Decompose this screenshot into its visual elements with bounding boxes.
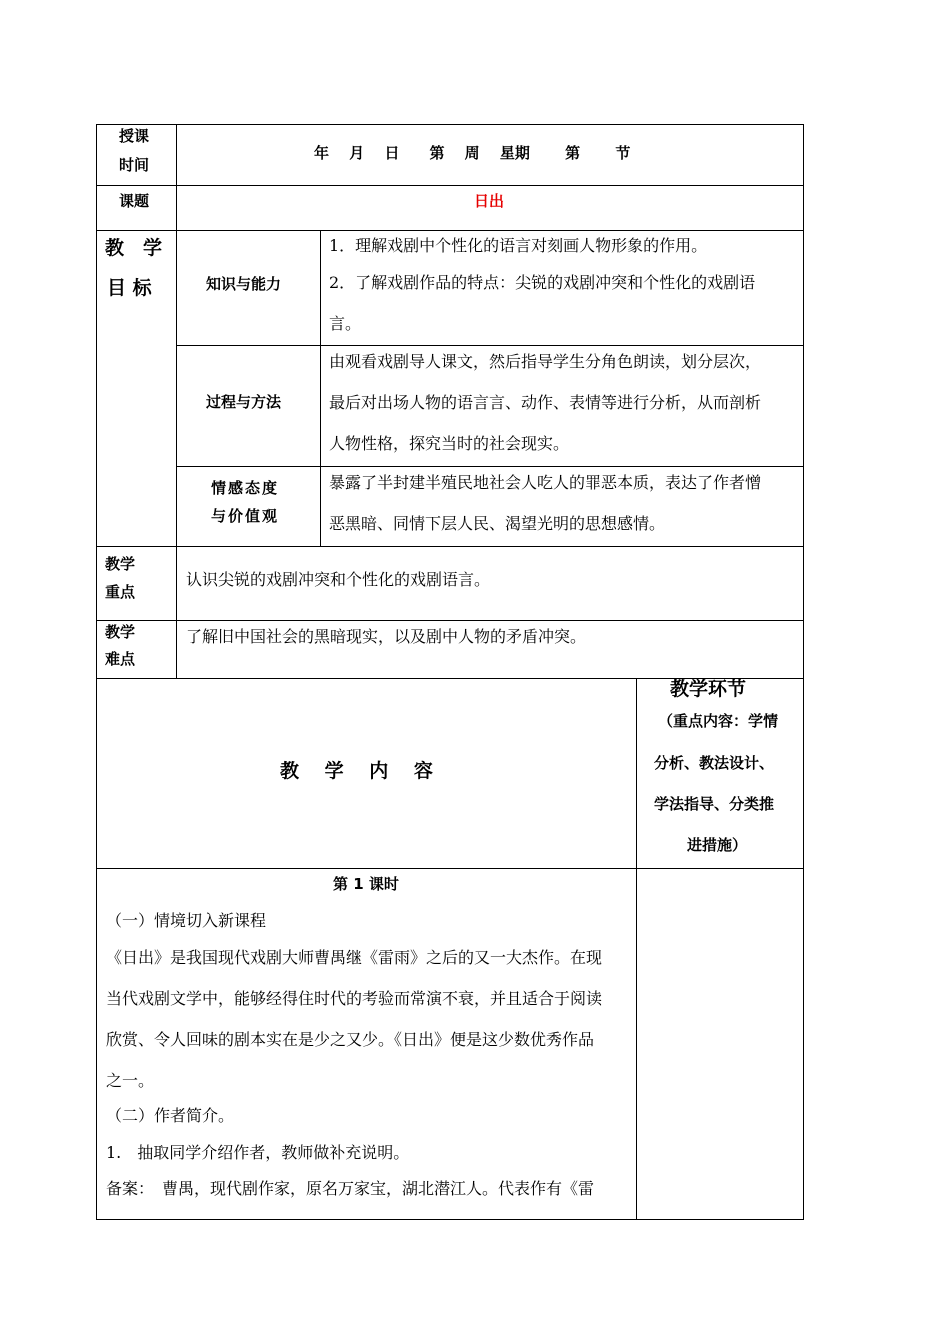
side-title: 教学环节	[670, 678, 747, 700]
difficulties-label-1: 教学	[105, 623, 136, 641]
time-label-1: 授课	[119, 127, 150, 145]
knowledge-line-2: 2．了解戏剧作品的特点：尖锐的戏剧冲突和个性化的戏剧语	[329, 273, 756, 292]
knowledge-line-3: 言。	[329, 314, 362, 333]
side-line-3: 学法指导、分类推	[654, 795, 775, 813]
key-points-label-1: 教学	[105, 555, 136, 573]
lesson-side-cell	[636, 868, 804, 1220]
key-points-value: 认识尖锐的戏剧冲突和个性化的戏剧语言。	[186, 570, 491, 589]
content-title: 教 学 内 容	[280, 760, 433, 782]
emotion-line-2: 恶黑暗、同情下层人民、渴望光明的思想感情。	[329, 514, 666, 533]
time-value: 年 月 日 第 周 星期 第 节	[314, 144, 631, 162]
emotion-label-1: 情感态度	[211, 479, 280, 497]
knowledge-label: 知识与能力	[206, 275, 282, 293]
process-line-1: 由观看戏剧导人课文，然后指导学生分角色朗读，划分层次，	[329, 352, 762, 371]
process-line-3: 人物性格，探究当时的社会现实。	[329, 434, 570, 453]
emotion-line-1: 暴露了半封建半殖民地社会人吃人的罪恶本质，表达了作者憎	[329, 473, 762, 492]
side-line-1: （重点内容：学情	[658, 712, 779, 730]
goals-label-2: 目 标	[107, 277, 152, 299]
section-2-title: （二）作者简介。	[106, 1106, 235, 1125]
time-label-2: 时间	[119, 156, 150, 174]
item-1: 1. 抽取同学介绍作者，教师做补充说明。	[106, 1143, 410, 1162]
process-label: 过程与方法	[206, 393, 282, 411]
side-line-2: 分析、教法设计、	[654, 754, 775, 772]
para-1-line-4: 之一。	[106, 1071, 155, 1090]
para-1-line-3: 欣赏、令人回味的剧本实在是少之又少。《日出》便是这少数优秀作品	[106, 1030, 595, 1049]
side-line-4: 进措施）	[687, 836, 748, 854]
difficulties-value: 了解旧中国社会的黑暗现实，以及剧中人物的矛盾冲突。	[186, 627, 587, 646]
lesson-period: 第 1 课时	[333, 875, 399, 893]
para-1-line-2: 当代戏剧文学中，能够经得住时代的考验而常演不衰，并且适合于阅读	[106, 989, 603, 1008]
topic-value: 日出	[474, 192, 505, 210]
goals-label-1: 教 学	[105, 237, 163, 259]
section-1-title: （一）情境切入新课程	[106, 911, 267, 930]
topic-label: 课题	[119, 192, 150, 210]
difficulties-label-2: 难点	[105, 650, 136, 668]
emotion-label-2: 与价值观	[211, 507, 280, 525]
knowledge-line-1: 1．理解戏剧中个性化的语言对刻画人物形象的作用。	[329, 236, 708, 255]
key-points-label-2: 重点	[105, 583, 136, 601]
para-1-line-1: 《日出》是我国现代戏剧大师曹禺继《雷雨》之后的又一大杰作。在现	[106, 948, 603, 967]
process-line-2: 最后对出场人物的语言言、动作、表情等进行分析，从而剖析	[329, 393, 762, 412]
note-line: 备案： 曹禺，现代剧作家，原名万家宝，湖北潜江人。代表作有《雷	[106, 1179, 595, 1198]
